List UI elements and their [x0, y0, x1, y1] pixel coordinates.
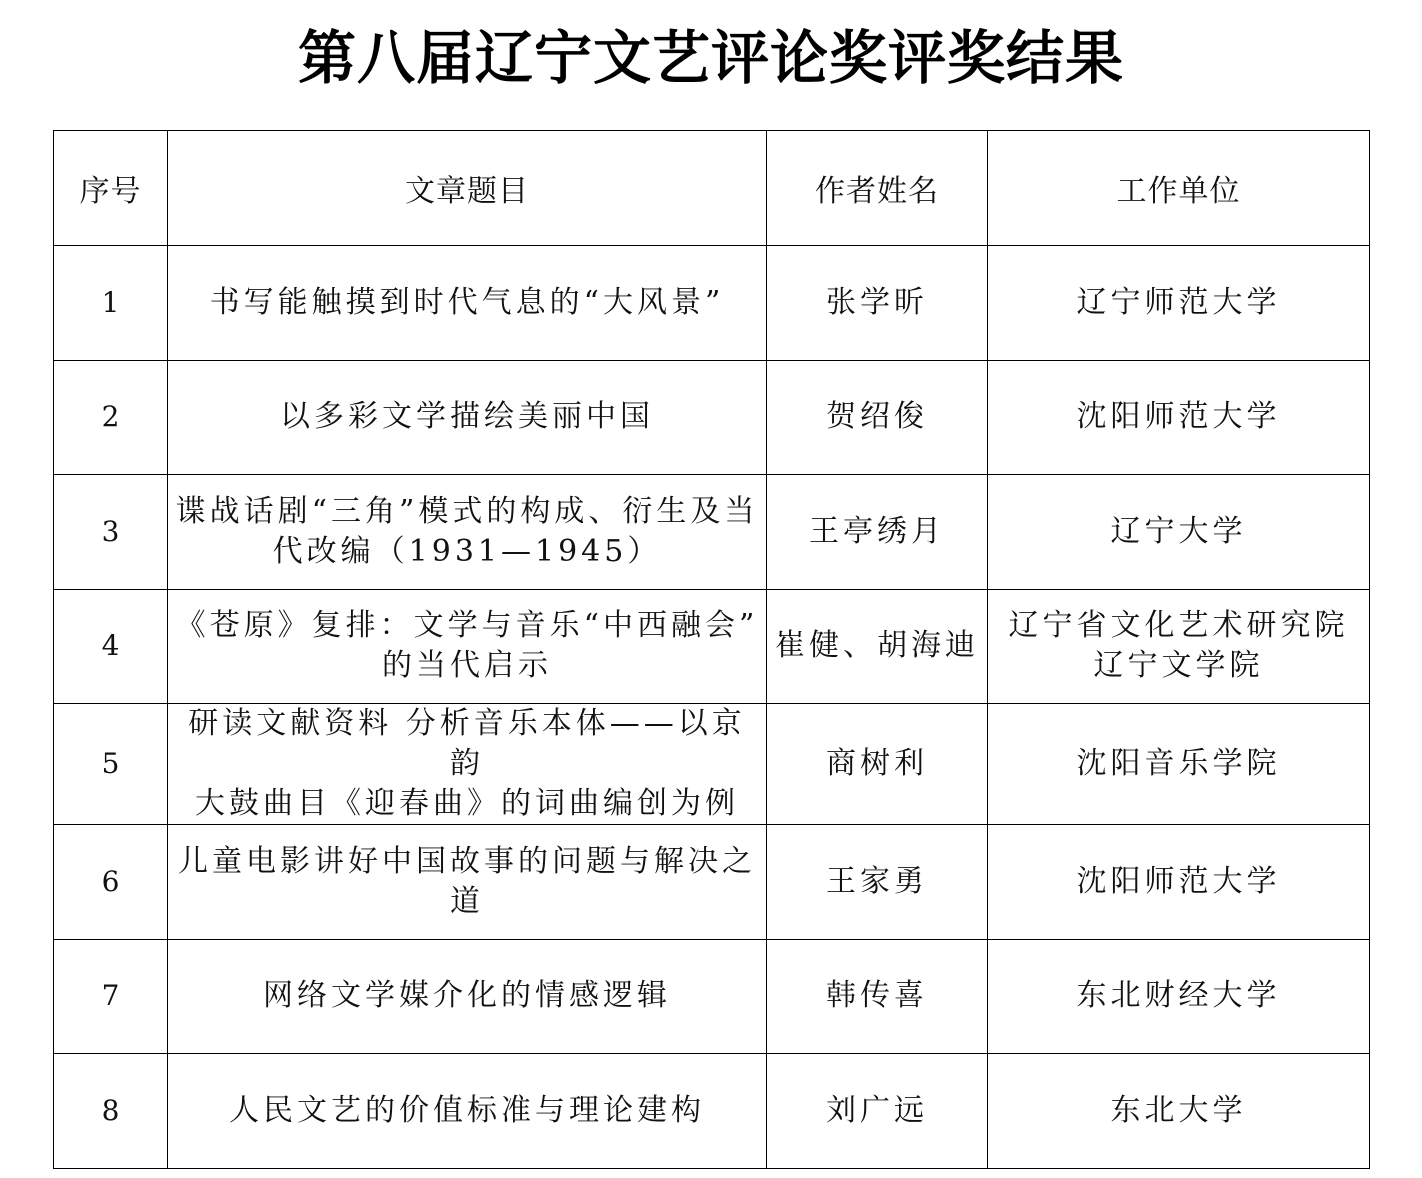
table-row	[54, 246, 1370, 361]
results-table	[53, 130, 1370, 1169]
title-line: 代改编（1931—1945）	[272, 533, 662, 569]
cell-author: 贺绍俊	[767, 360, 988, 475]
cell-author: 王亭绣月	[767, 475, 988, 590]
unit-line: 辽宁师范大学	[1076, 284, 1281, 320]
cell-title	[168, 360, 767, 475]
cell-author: 王家勇	[767, 825, 988, 940]
cell-seq: 3	[54, 475, 168, 590]
header-seq: 序号	[54, 131, 168, 246]
cell-seq: 8	[54, 1054, 168, 1169]
title-line: 以多彩文学描绘美丽中国	[280, 399, 654, 435]
cell-author: 崔健、胡海迪	[767, 589, 988, 704]
unit-line: 辽宁省文化艺术研究院	[1008, 608, 1349, 644]
cell-author: 张学昕	[767, 246, 988, 361]
title-line: 人民文艺的价值标准与理论建构	[229, 1092, 705, 1128]
cell-unit	[988, 1054, 1370, 1169]
title-line: 大鼓曲目《迎春曲》的词曲编创为例	[195, 786, 739, 821]
cell-seq: 7	[54, 939, 168, 1054]
cell-author: 刘广远	[767, 1054, 988, 1169]
unit-line: 东北财经大学	[1076, 978, 1281, 1014]
page-title: 第八届辽宁文艺评论奖评奖结果	[297, 24, 1124, 92]
cell-title	[168, 704, 767, 825]
unit-line: 辽宁文学院	[1093, 648, 1264, 684]
table-row	[54, 1054, 1370, 1169]
title-line: 道	[450, 883, 484, 919]
cell-title	[168, 1054, 767, 1169]
title-line: 《苍原》复排：文学与音乐“中西融会”	[175, 608, 759, 644]
cell-unit	[988, 360, 1370, 475]
table-row	[54, 704, 1370, 825]
cell-title	[168, 589, 767, 704]
unit-line: 东北大学	[1110, 1092, 1247, 1128]
title-line: 书写能触摸到时代气息的“大风景”	[209, 284, 725, 320]
cell-title	[168, 246, 767, 361]
cell-seq: 2	[54, 360, 168, 475]
header-author: 作者姓名	[767, 131, 988, 246]
cell-seq: 4	[54, 589, 168, 704]
cell-unit	[988, 825, 1370, 940]
cell-author: 韩传喜	[767, 939, 988, 1054]
cell-author: 商树利	[767, 704, 988, 825]
unit-line: 沈阳师范大学	[1076, 863, 1281, 899]
cell-seq: 6	[54, 825, 168, 940]
cell-title	[168, 825, 767, 940]
unit-line: 沈阳师范大学	[1076, 399, 1281, 435]
table-header-row	[54, 131, 1370, 246]
cell-title	[168, 939, 767, 1054]
title-line: 的当代启示	[382, 648, 552, 684]
table-row	[54, 825, 1370, 940]
table-row	[54, 939, 1370, 1054]
header-unit: 工作单位	[988, 131, 1370, 246]
cell-unit	[988, 704, 1370, 825]
cell-seq: 1	[54, 246, 168, 361]
title-line: 网络文学媒介化的情感逻辑	[263, 978, 671, 1014]
title-line: 谍战话剧“三角”模式的构成、衍生及当	[175, 493, 759, 529]
cell-unit	[988, 589, 1370, 704]
title-line: 研读文献资料 分析音乐本体——以京韵	[188, 706, 746, 781]
table-row	[54, 360, 1370, 475]
unit-line: 辽宁大学	[1110, 513, 1247, 549]
cell-unit	[988, 475, 1370, 590]
table-row	[54, 589, 1370, 704]
title-line: 儿童电影讲好中国故事的问题与解决之	[178, 843, 756, 879]
table-row	[54, 475, 1370, 590]
cell-seq: 5	[54, 704, 168, 825]
cell-unit	[988, 939, 1370, 1054]
cell-unit	[988, 246, 1370, 361]
header-title: 文章题目	[168, 131, 767, 246]
cell-title	[168, 475, 767, 590]
unit-line: 沈阳音乐学院	[1076, 746, 1281, 781]
